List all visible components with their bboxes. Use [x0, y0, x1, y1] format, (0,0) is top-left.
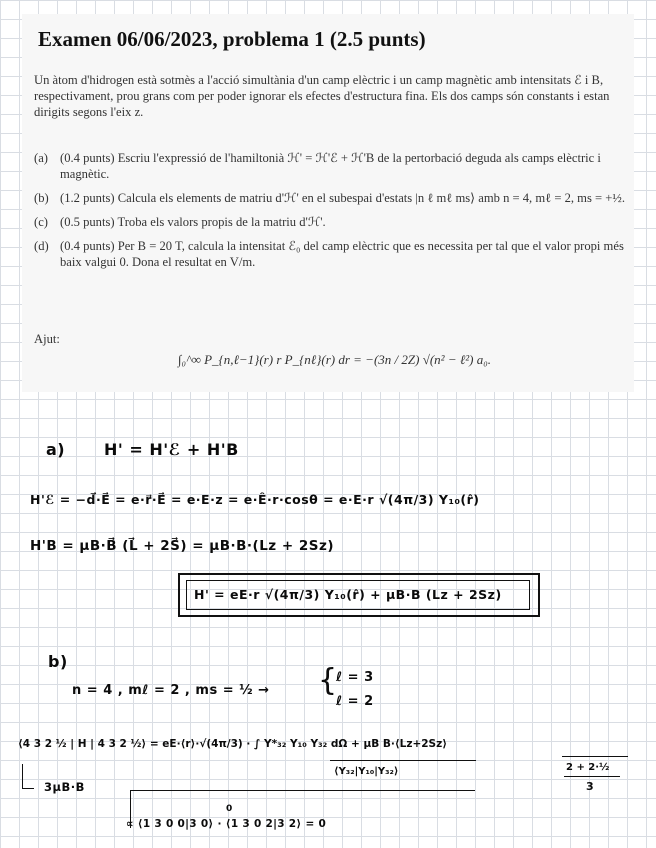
exam-statement: [22, 14, 634, 392]
clebsch-gordan-product: ∝ ⟨1 3 0 0|3 0⟩ · ⟨1 3 0 2|3 2⟩ = 0: [126, 818, 327, 830]
case-l3: ℓ = 3: [336, 670, 374, 685]
part-a-hamiltonian: H' = H'ℰ + H'B: [104, 440, 239, 459]
angular-bracket: ⟨Y₃₂|Y₁₀|Y₃₂⟩: [334, 766, 399, 777]
part-a-label: a): [46, 440, 66, 459]
underbrace-spin: [562, 756, 628, 757]
brace-icon: {: [318, 663, 338, 698]
item-label: (a): [34, 151, 48, 165]
hint-formula: ∫₀^∞ P_{n,ℓ−1}(r) r P_{nℓ}(r) dr = −(3n / 2Z) √(n² − ℓ²) a₀.: [178, 352, 492, 367]
case-l2: ℓ = 2: [336, 694, 374, 709]
item-text: (0.4 punts) Escriu l'expressió de l'hamiltonià ℋ' = ℋ'ℰ + ℋ'B de la pertorbació deguda als camps elèctric i magnètic.: [60, 151, 601, 181]
exam-item-a: [34, 150, 628, 182]
item-text: (1.2 punts) Calcula els elements de matriu d'ℋ' en el subespai d'estats |n ℓ mℓ ms⟩ amb n = 4, mℓ = 2, ms = +½.: [60, 191, 625, 205]
spin-sum-result: 3: [586, 780, 595, 793]
boxed-hamiltonian: H' = eE·r √(4π/3) Y₁₀(r̂) + μB·B (Lz + 2Sz): [194, 587, 502, 602]
arrow-stem: [22, 764, 23, 788]
electric-term: H'ℰ = −d⃗·E⃗ = e·r⃗·E⃗ = e·E·z = e·Ê·r·cosθ = e·E·r √(4π/3) Y₁₀(r̂): [30, 492, 480, 507]
item-label: (b): [34, 191, 49, 205]
arrow-foot: [22, 788, 34, 789]
part-b-label: b): [48, 652, 68, 671]
item-label: (c): [34, 215, 48, 229]
exam-item-d: [34, 238, 628, 270]
cg-zero-mark: 0: [226, 804, 233, 814]
item-label: (d): [34, 239, 49, 253]
exam-item-b: [34, 190, 628, 206]
bracket-top: [130, 790, 475, 791]
exam-item-c: [34, 214, 628, 230]
underbrace-angular: [330, 760, 476, 761]
diagonal-result: 3μB·B: [44, 780, 85, 794]
quantum-numbers: n = 4 , mℓ = 2 , ms = ½ →: [72, 683, 270, 698]
item-text: (0.4 punts) Per B = 20 T, calcula la intensitat ℰ₀ del camp elèctric que es necessita per tal que el valor propi més baix valgui 0. Dona el resultat en V/m.: [60, 239, 624, 269]
spin-sum: 2 + 2·½: [566, 762, 610, 773]
magnetic-term: H'B = μB·B⃗ (L⃗ + 2S⃗) = μB·B·(Lz + 2Sz): [30, 538, 335, 554]
item-text: (0.5 punts) Troba els valors propis de la matriu d'ℋ'.: [60, 215, 326, 229]
exam-intro: Un àtom d'hidrogen està sotmès a l'acció simultània d'un camp elèctric i un camp magnètic amb intensitats ℰ i B, respectivament, prou grans com per poder ignorar els efectes d'estructura fina. Els dos camps són constants i estan dirigits segons l'eix z.: [34, 73, 610, 119]
exam-title: Examen 06/06/2023, problema 1 (2.5 punts): [38, 27, 426, 51]
matrix-element: ⟨4 3 2 ½ | H | 4 3 2 ½⟩ = eE·⟨r⟩·√(4π/3) · ∫ Y*₃₂ Y₁₀ Y₃₂ dΩ + μB B·⟨Lz+2Sz⟩: [18, 738, 448, 750]
exam-items: [34, 150, 628, 278]
fraction-bar: [564, 776, 620, 777]
hint-label: Ajut:: [34, 332, 60, 346]
